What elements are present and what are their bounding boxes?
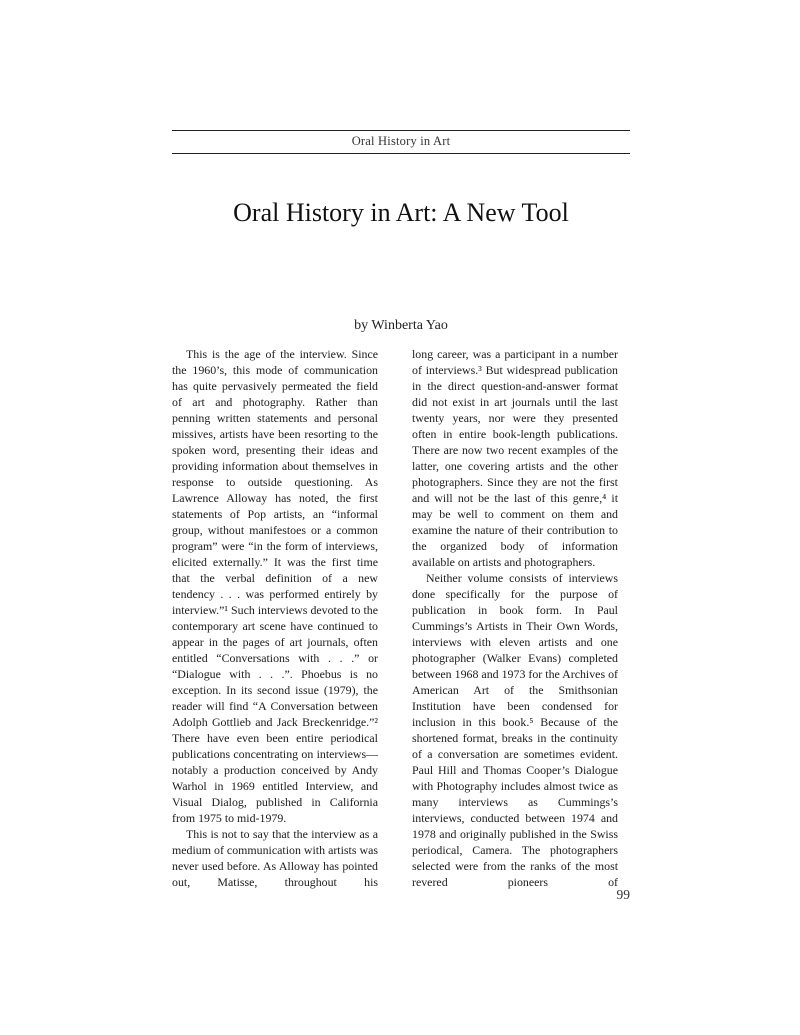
header-rule-top — [172, 130, 630, 131]
article-title: Oral History in Art: A New Tool — [233, 198, 569, 227]
text-column-left — [172, 346, 378, 890]
running-head: Oral History in Art — [351, 134, 451, 148]
text-column-right — [412, 346, 618, 890]
page-number: 99 — [616, 887, 630, 902]
paragraph: This is not to say that the interview as a medium of communication with artists was never used before. As Alloway has pointed out, Matisse, throughout his — [172, 827, 378, 889]
paragraph: long career, was a participant in a number of interviews.³ But widespread publication in the direct question-and-answer format did not exist in art journals until the last twenty years, nor were they presented often in entire book-length publications. There are now two recent examples of the latter, one covering artists and the other photographers. Since they are not the first and will not be the last of this genre,⁴ it may be well to comment on them and examine the nature of their contribution to the organized body of information available on artists and photographers. — [412, 347, 618, 569]
paragraph: This is the age of the interview. Since the 1960’s, this mode of communication has quite pervasively permeated the field of art and photography. Rather than penning written statements and personal missives, artists have been resorting to the spoken word, presenting their ideas and providing information about themselves in response to outside questioning. As Lawrence Alloway has noted, the first statements of Pop artists, an “informal group, without manifestoes or a common program” were “in the form of interviews, elicited externally.” It was the first time that the verbal definition of a new tendency . . . was performed entirely by interview.”¹ Such interviews devoted to the contemporary art scene have continued to appear in the pages of art journals, often entitled “Conversations with . . .” or “Dialogue with . . .”. Phoebus is no exception. In its second issue (1979), the reader will find “A Conversation between Adolph Gottlieb and Jack Breckenridge.”² There have even been entire periodical publications concentrating on interviews—notably a production conceived by Andy Warhol in 1969 entitled Interview, and Visual Dialog, published in California from 1975 to mid-1979. — [172, 347, 378, 825]
byline: by Winberta Yao — [354, 318, 448, 333]
header-rule-bottom — [172, 153, 630, 154]
paragraph: Neither volume consists of interviews done specifically for the purpose of publication in book form. In Paul Cummings’s Artists in Their Own Words, interviews with eleven artists and one photographer (Walker Evans) completed between 1968 and 1973 for the Archives of American Art of the Smithsonian Institution have been condensed for inclusion in this book.⁵ Because of the shortened format, breaks in the continuity of a conversation are sometimes evident. Paul Hill and Thomas Cooper’s Dialogue with Photography includes almost twice as many interviews as Cummings’s interviews, conducted between 1974 and 1978 and originally published in the Swiss periodical, Camera. The photographers selected were from the ranks of the most revered pioneers of — [412, 571, 618, 889]
